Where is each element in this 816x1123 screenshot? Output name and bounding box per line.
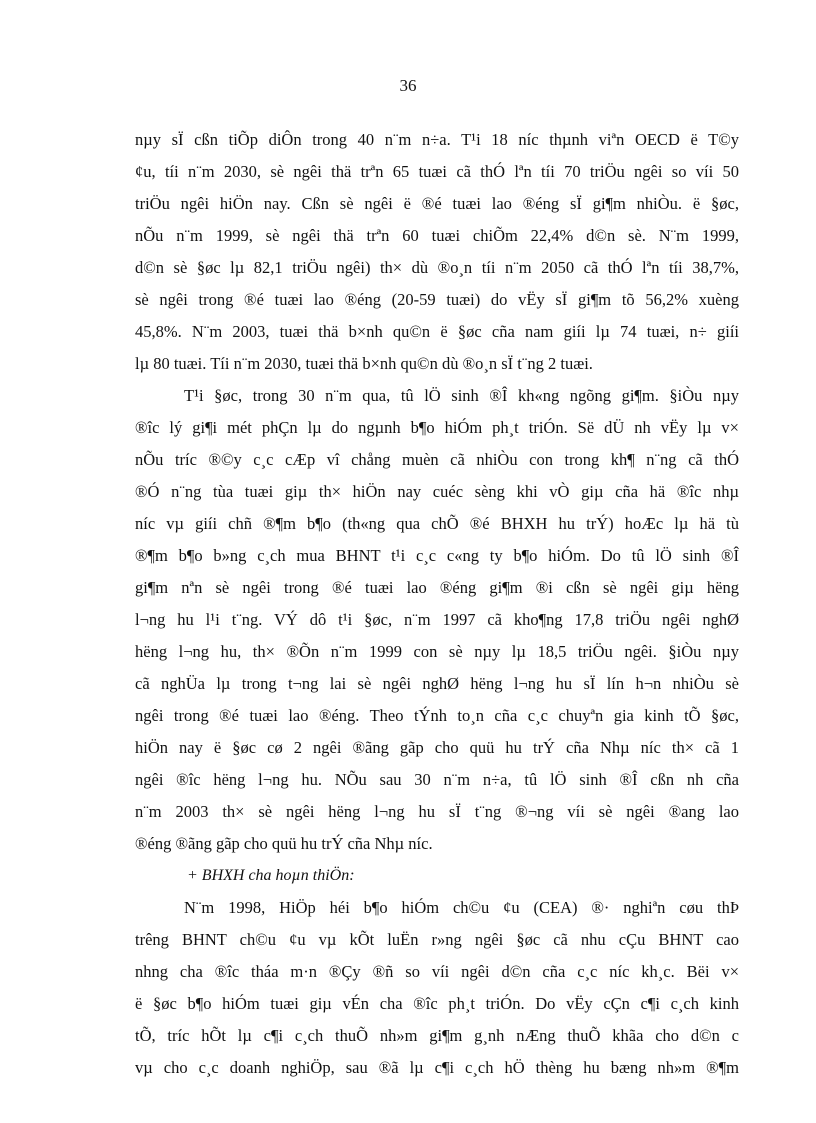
text-line: ngêi trong ®é tuæi lao ®éng. Theo tÝnh to¸n cña c¸c chuyªn gia kinh tÕ §øc,	[135, 706, 739, 725]
text-line: vµ cho c¸c doanh nghiÖp, sau ®ã lµ c¶i c¸ch hÖ thèng hu bæng nh»m ®¶m	[135, 1058, 739, 1077]
text-line: sè ngêi trong ®é tuæi lao ®éng (20-59 tuæi) do vËy sÏ gi¶m tõ 56,2% xuèng	[135, 290, 739, 309]
text-line: tÕ, tríc hÕt lµ c¶i c¸ch thuÕ nh»m gi¶m g¸nh nÆng thuÕ khãa cho d©n c	[135, 1026, 739, 1045]
text-line: cã nghÜa lµ trong t¬ng lai sè ngêi nghØ hëng l¬ng hu sÏ lín h¬n nhiÒu sè	[135, 674, 739, 693]
section-heading: + BHXH cha hoµn thiÖn:	[187, 867, 355, 884]
paragraph-3	[135, 892, 739, 1084]
text-line: N¨m 1998, HiÖp héi b¶o hiÓm ch©u ¢u (CEA) ®· nghiªn cøu thÞ	[184, 898, 739, 917]
text-line: ngêi ®îc hëng l¬ng hu. NÕu sau 30 n¨m n÷a, tû lÖ sinh ®Î cßn nh cña	[135, 770, 739, 789]
page-number: 36	[399, 76, 417, 95]
text-line: hëng l¬ng hu, th× ®Õn n¨m 1999 con sè nµy lµ 18,5 triÖu ngêi. §iÒu nµy	[135, 642, 739, 661]
text-line: ¢u, tíi n¨m 2030, sè ngêi thä trªn 65 tuæi cã thÓ lªn tíi 70 triÖu ngêi so víi 50	[135, 162, 739, 181]
text-line: hiÖn nay ë §øc cø 2 ngêi ®ãng gãp cho quü hu trÝ cña Nhµ níc th× cã 1	[135, 738, 739, 757]
text-line: nhng cha ®îc tháa m·n ®Çy ®ñ so víi ngêi d©n cña c¸c níc kh¸c. Bëi v×	[135, 962, 739, 981]
text-line: gi¶m nªn sè ngêi trong ®é tuæi lao ®éng gi¶m ®i cßn sè ngêi giµ hëng	[135, 578, 739, 597]
text-line: níc vµ giíi chñ ®¶m b¶o (th«ng qua chÕ ®é BHXH hu trÝ) hoÆc lµ hä tù	[135, 514, 739, 533]
text-line: l¬ng hu l¹i t¨ng. VÝ dô t¹i §øc, n¨m 1997 cã kho¶ng 17,8 triÖu ngêi nghØ	[135, 610, 739, 629]
text-line: trêng BHNT ch©u ¢u vµ kÕt luËn r»ng ngêi §øc cã nhu cÇu BHNT cao	[135, 930, 739, 949]
text-line: nµy sÏ cßn tiÕp diÔn trong 40 n¨m n÷a. T¹i 18 níc thµnh viªn OECD ë T©y	[135, 130, 739, 149]
body-text	[135, 124, 739, 1084]
text-line: d©n sè §øc lµ 82,1 triÖu ngêi) th× dù ®o¸n tíi n¨m 2050 cã thÓ lªn tíi 38,7%,	[135, 258, 739, 277]
paragraph-1	[135, 124, 739, 380]
text-line: ®éng ®ãng gãp cho quü hu trÝ cña Nhµ níc.	[135, 834, 433, 853]
text-line: lµ 80 tuæi. Tíi n¨m 2030, tuæi thä b×nh qu©n dù ®o¸n sÏ t¨ng 2 tuæi.	[135, 354, 593, 373]
text-line: ë §øc b¶o hiÓm tuæi giµ vÉn cha ®îc ph¸t triÓn. Do vËy cÇn c¶i c¸ch kinh	[135, 994, 739, 1013]
text-line: ®¶m b¶o b»ng c¸ch mua BHNT t¹i c¸c c«ng ty b¶o hiÓm. Do tû lÖ sinh ®Î	[135, 546, 739, 565]
text-line: 45,8%. N¨m 2003, tuæi thä b×nh qu©n ë §øc cña nam giíi lµ 74 tuæi, n÷ giíi	[135, 322, 739, 341]
text-line: triÖu ngêi hiÖn nay. Cßn sè ngêi ë ®é tuæi lao ®éng sÏ gi¶m nhiÒu. ë §øc,	[135, 194, 739, 213]
text-line: nÕu n¨m 1999, sè ngêi thä trªn 60 tuæi chiÕm 22,4% d©n sè. N¨m 1999,	[135, 226, 739, 245]
text-line: nÕu tríc ®©y c¸c cÆp vî chång muèn cã nhiÒu con trong kh¶ n¨ng cã thÓ	[135, 450, 739, 469]
text-line: ®îc lý gi¶i mét phÇn lµ do ngµnh b¶o hiÓm ph¸t triÓn. Së dÜ nh vËy lµ v×	[135, 418, 739, 437]
text-line: n¨m 2003 th× sè ngêi hëng l¬ng hu sÏ t¨ng ®¬ng víi sè ngêi ®ang lao	[135, 802, 739, 821]
text-line: T¹i §øc, trong 30 n¨m qua, tû lÖ sinh ®Î kh«ng ngõng gi¶m. §iÒu nµy	[184, 386, 739, 405]
text-line: ®Ó n¨ng tùa tuæi giµ th× hiÖn nay cuéc sèng khi vÒ giµ cña hä ®îc nhµ	[135, 482, 739, 501]
paragraph-2	[135, 380, 739, 860]
